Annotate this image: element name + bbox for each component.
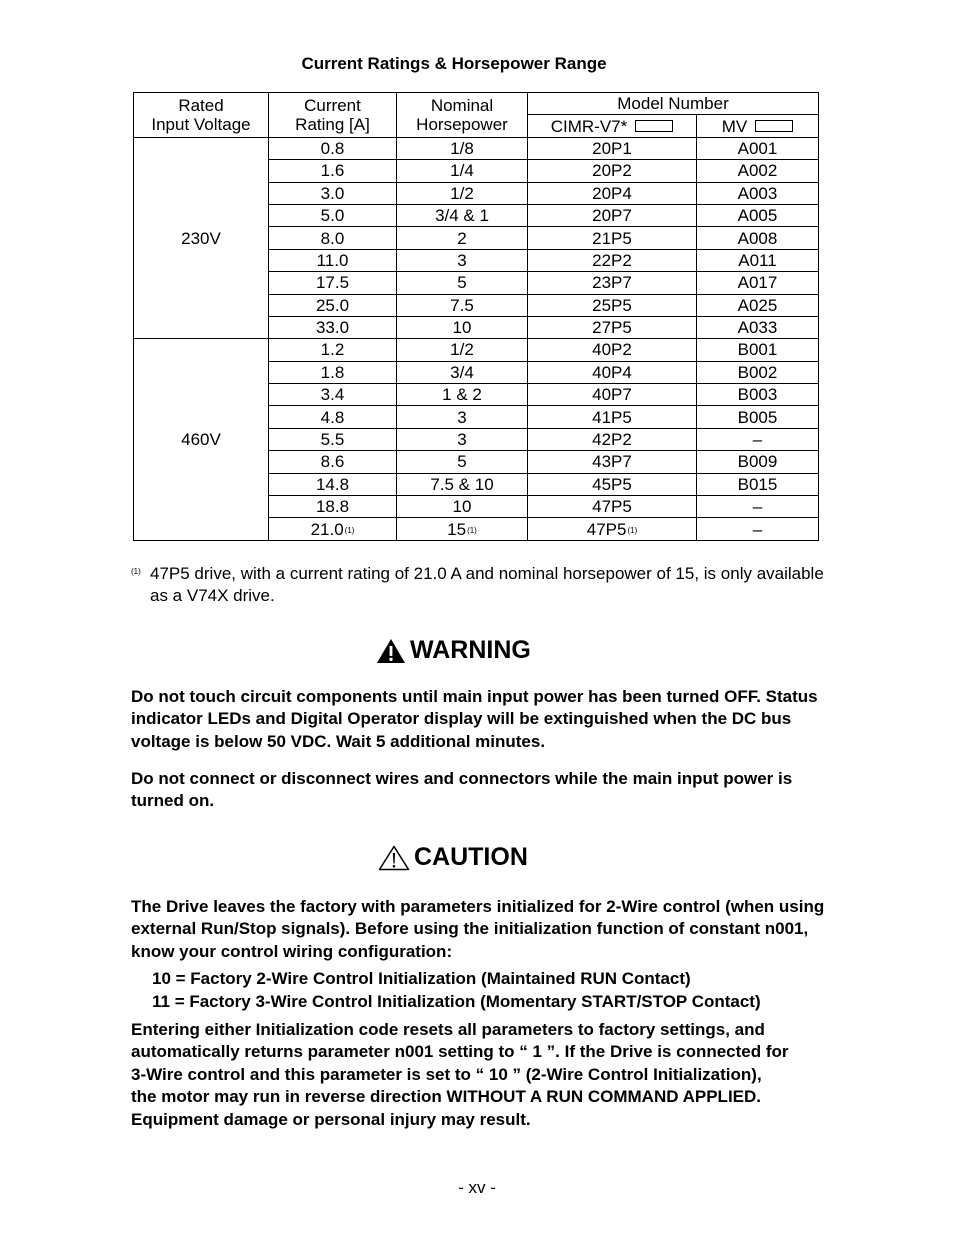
header-current-rating: Current Rating [A] — [269, 93, 397, 138]
current-cell: 18.8 — [269, 496, 397, 518]
hp-cell: 3 — [397, 428, 528, 450]
mv-cell: A005 — [697, 204, 819, 226]
current-cell: 5.5 — [269, 428, 397, 450]
hp-cell: 1 & 2 — [397, 384, 528, 406]
cimr-cell: 41P5 — [528, 406, 697, 428]
current-cell: 25.0 — [269, 294, 397, 316]
warning-heading — [376, 636, 531, 665]
cimr-cell: 22P2 — [528, 249, 697, 271]
cimr-cell: 40P2 — [528, 339, 697, 361]
header-cimr: CIMR-V7* — [528, 115, 697, 137]
cimr-cell: 45P5 — [528, 473, 697, 495]
current-cell: 4.8 — [269, 406, 397, 428]
mv-cell: A001 — [697, 137, 819, 159]
cimr-cell: 42P2 — [528, 428, 697, 450]
current-cell: 8.0 — [269, 227, 397, 249]
page-number: - xv - — [458, 1178, 496, 1197]
ratings-table — [133, 92, 819, 541]
mv-cell: A008 — [697, 227, 819, 249]
footnote-ref: (1) — [627, 525, 638, 535]
cimr-cell: 27P5 — [528, 316, 697, 338]
current-cell: 11.0 — [269, 249, 397, 271]
caution-title: CAUTION — [414, 843, 528, 871]
current-cell: 33.0 — [269, 316, 397, 338]
cimr-cell: 23P7 — [528, 272, 697, 294]
footnote-text: 47P5 drive, with a current rating of 21.0 A and nominal horsepower of 15, is only available as a V74X drive. — [150, 564, 824, 605]
mv-cell: B015 — [697, 473, 819, 495]
warning-paragraph-2: Do not connect or disconnect wires and connectors while the main input power is turned on. — [131, 769, 793, 811]
hp-cell: 10 — [397, 316, 528, 338]
hp-cell: 7.5 & 10 — [397, 473, 528, 495]
hp-cell: 3 — [397, 406, 528, 428]
caution-icon — [378, 845, 410, 871]
cimr-cell: 20P4 — [528, 182, 697, 204]
mv-cell: A025 — [697, 294, 819, 316]
current-cell: 1.2 — [269, 339, 397, 361]
header-rated-input-voltage: Rated Input Voltage — [134, 93, 269, 138]
hp-cell: 5 — [397, 272, 528, 294]
page-title: Current Ratings & Horsepower Range — [301, 54, 607, 73]
hp-cell: 15$^{(1)}$ — [397, 518, 528, 540]
header-nominal-horsepower: Nominal Horsepower — [397, 93, 528, 138]
mv-cell: B001 — [697, 339, 819, 361]
current-cell: 14.8 — [269, 473, 397, 495]
cimr-cell: 40P7 — [528, 384, 697, 406]
hp-cell: 1/4 — [397, 160, 528, 182]
current-cell: 1.8 — [269, 361, 397, 383]
cimr-cell: 20P7 — [528, 204, 697, 226]
caution-heading — [378, 843, 528, 872]
table-row — [134, 137, 819, 159]
mv-cell: B003 — [697, 384, 819, 406]
mv-cell: A033 — [697, 316, 819, 338]
cimr-cell: 25P5 — [528, 294, 697, 316]
hp-cell: 7.5 — [397, 294, 528, 316]
hp-cell: 2 — [397, 227, 528, 249]
mv-cell: B009 — [697, 451, 819, 473]
voltage-cell: 460V — [134, 339, 269, 541]
cimr-cell: 20P2 — [528, 160, 697, 182]
footnote-mark: (1) — [131, 567, 141, 576]
hp-cell: 3/4 — [397, 361, 528, 383]
footnote-ref: (1) — [467, 525, 477, 535]
caution-item-1: 10 = Factory 2-Wire Control Initialization (Maintained RUN Contact) — [152, 969, 691, 988]
cimr-cell: 40P4 — [528, 361, 697, 383]
placeholder-box — [635, 120, 673, 132]
mv-cell: A011 — [697, 249, 819, 271]
warning-title: WARNING — [410, 636, 531, 664]
mv-cell: A002 — [697, 160, 819, 182]
mv-cell: – — [697, 518, 819, 540]
header-model-number: Model Number — [528, 93, 819, 115]
footnote-ref: (1) — [344, 525, 355, 535]
mv-cell: B005 — [697, 406, 819, 428]
mv-cell: – — [697, 428, 819, 450]
hp-cell: 1/2 — [397, 182, 528, 204]
hp-cell: 3 — [397, 249, 528, 271]
current-cell: 8.6 — [269, 451, 397, 473]
hp-cell: 1/2 — [397, 339, 528, 361]
header-mv: MV — [697, 115, 819, 137]
mv-cell: A017 — [697, 272, 819, 294]
cimr-cell: 20P1 — [528, 137, 697, 159]
current-cell: 17.5 — [269, 272, 397, 294]
cimr-cell: 47P5$^{(1)}$ — [528, 518, 697, 540]
table-body — [134, 137, 819, 540]
hp-cell: 3/4 & 1 — [397, 204, 528, 226]
current-cell: 1.6 — [269, 160, 397, 182]
caution-item-2: 11 = Factory 3-Wire Control Initialization (Momentary START/STOP Contact) — [152, 992, 761, 1011]
hp-cell: 10 — [397, 496, 528, 518]
hp-cell: 1/8 — [397, 137, 528, 159]
current-cell: 5.0 — [269, 204, 397, 226]
cimr-cell: 47P5 — [528, 496, 697, 518]
placeholder-box — [755, 120, 793, 132]
mv-cell: B002 — [697, 361, 819, 383]
mv-cell: – — [697, 496, 819, 518]
table-row — [134, 339, 819, 361]
caution-closing: Entering either Initialization code resets all parameters to factory settings, and automatically returns parameter n001 setting to “ 1 ”. If the Drive is connected for 3-Wire control and this parameter is set to “ 10 ” (2-Wire Control Initialization), the motor may run in reverse direction WITHOUT A RUN COMMAND APPLIED. Equipment damage or personal injury may result. — [131, 1020, 789, 1129]
voltage-cell: 230V — [134, 137, 269, 339]
caution-intro: The Drive leaves the factory with parameters initialized for 2-Wire control (when using external Run/Stop signals). Before using the initialization function of constant n001, know your control wiring configuration: — [131, 897, 825, 961]
current-cell: 3.0 — [269, 182, 397, 204]
warning-paragraph-1: Do not touch circuit components until main input power has been turned OFF. Status indicator LEDs and Digital Operator display will be extinguished when the DC bus voltage is below 50 VDC. Wait 5 additional minutes. — [131, 687, 818, 751]
current-cell: 21.0$^{(1)}$ — [269, 518, 397, 540]
warning-icon — [376, 638, 406, 664]
current-cell: 3.4 — [269, 384, 397, 406]
cimr-cell: 43P7 — [528, 451, 697, 473]
footnote — [131, 563, 831, 607]
cimr-cell: 21P5 — [528, 227, 697, 249]
mv-cell: A003 — [697, 182, 819, 204]
current-cell: 0.8 — [269, 137, 397, 159]
hp-cell: 5 — [397, 451, 528, 473]
